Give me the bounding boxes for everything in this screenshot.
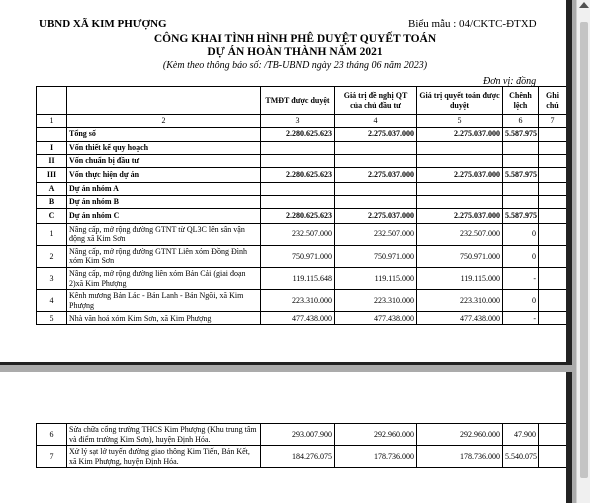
approved-investment-cell [261,154,335,167]
table-row [37,424,567,446]
approved-investment-cell: 293.007.900 [261,424,335,446]
note-cell [539,208,567,223]
proposed-settlement-cell: 223.310.000 [335,290,417,312]
project-name-cell: Dự án nhóm B [67,195,261,208]
table-row [37,446,567,468]
stt-cell: B [37,195,67,208]
note-cell [539,245,567,267]
project-name-cell: Vốn thiết kế quy hoạch [67,141,261,154]
note-cell [539,424,567,446]
proposed-settlement-cell: 119.115.000 [335,267,417,289]
proposed-settlement-cell: 2.275.037.000 [335,167,417,182]
note-cell [539,167,567,182]
project-name-cell: Kênh mương Bản Lác - Bản Lanh - Bản Ngõi, xã Kim Phượng [67,290,261,312]
approved-investment-cell [261,195,335,208]
approved-settlement-cell [417,182,503,195]
stt-cell: 5 [37,312,67,325]
table-row [37,141,567,154]
approved-settlement-cell [417,141,503,154]
header-cell: TMĐT được duyệt [261,87,335,115]
approved-investment-cell: 2.280.625.623 [261,208,335,223]
project-name-cell: Vốn thực hiện dự án [67,167,261,182]
table-row [37,127,567,141]
table-row [37,267,567,289]
index-cell: 1 [37,115,67,128]
proposed-settlement-cell: 477.438.000 [335,312,417,325]
currency-unit: Đơn vị: đồng [483,76,537,87]
document-title-line2: DỰ ÁN HOÀN THÀNH NĂM 2021 [207,46,383,58]
proposed-settlement-cell: 232.507.000 [335,223,417,245]
approved-settlement-cell [417,154,503,167]
table-row [37,208,567,223]
table-row [37,182,567,195]
note-cell [539,154,567,167]
index-cell: 6 [503,115,539,128]
project-name-cell: Nâng cấp, mở rộng đường GTNT Liên xóm Đồng Đình xóm Kim Sơn [67,245,261,267]
difference-cell: 0 [503,290,539,312]
approved-investment-cell [261,182,335,195]
approved-investment-cell: 750.971.000 [261,245,335,267]
page-shadow [566,0,572,362]
difference-cell [503,182,539,195]
approved-settlement-cell: 477.438.000 [417,312,503,325]
difference-cell: 47.900 [503,424,539,446]
difference-cell: 0 [503,223,539,245]
header-cell: Ghi chú [539,87,567,115]
stt-cell [37,127,67,141]
approved-settlement-cell: 119.115.000 [417,267,503,289]
note-cell [539,312,567,325]
project-name-cell: Tổng số [67,127,261,141]
project-name-cell: Nâng cấp, mở rộng đường GTNT từ QL3C lên sân vận động xã Kim Sơn [67,223,261,245]
table-row [37,154,567,167]
approved-settlement-cell: 2.275.037.000 [417,167,503,182]
stt-cell: 4 [37,290,67,312]
stt-cell: I [37,141,67,154]
difference-cell [503,195,539,208]
table-row [37,312,567,325]
difference-cell: 5.540.075 [503,446,539,468]
vertical-scrollbar[interactable] [576,0,590,503]
proposed-settlement-cell: 292.960.000 [335,424,417,446]
approved-settlement-cell: 2.275.037.000 [417,208,503,223]
document-subtitle: (Kèm theo thông báo số: /TB-UBND ngày 23 tháng 06 năm 2023) [162,60,428,71]
project-name-cell: Dự án nhóm C [67,208,261,223]
scroll-up-arrow-icon[interactable] [579,2,589,8]
note-cell [539,127,567,141]
approved-investment-cell [261,141,335,154]
approved-investment-cell: 2.280.625.623 [261,167,335,182]
difference-cell: 5.587.975 [503,127,539,141]
stt-cell: 3 [37,267,67,289]
proposed-settlement-cell [335,141,417,154]
approved-settlement-cell: 2.275.037.000 [417,127,503,141]
note-cell [539,141,567,154]
proposed-settlement-cell [335,154,417,167]
approved-investment-cell: 223.310.000 [261,290,335,312]
header-cell [37,87,67,115]
approved-investment-cell: 2.280.625.623 [261,127,335,141]
header-cell [67,87,261,115]
document-title: CÔNG KHAI TÌNH HÌNH PHÊ DUYỆT QUYẾT TOÁN [153,33,437,45]
proposed-settlement-cell: 178.736.000 [335,446,417,468]
table-row [37,245,567,267]
difference-cell: - [503,312,539,325]
header-cell: Chênh lệch [503,87,539,115]
note-cell [539,446,567,468]
stt-cell: 7 [37,446,67,468]
proposed-settlement-cell [335,182,417,195]
index-cell: 3 [261,115,335,128]
settlement-table [36,86,567,325]
difference-cell: 5.587.975 [503,208,539,223]
index-cell: 4 [335,115,417,128]
header-cell: Giá trị đề nghị QT của chủ đầu tư [335,87,417,115]
stt-cell: II [37,154,67,167]
note-cell [539,195,567,208]
proposed-settlement-cell: 2.275.037.000 [335,127,417,141]
index-cell: 7 [539,115,567,128]
approved-settlement-cell: 750.971.000 [417,245,503,267]
approved-investment-cell: 477.438.000 [261,312,335,325]
column-index-row [37,115,567,128]
table-body [37,424,567,468]
proposed-settlement-cell [335,195,417,208]
stt-cell: 1 [37,223,67,245]
form-code: Biểu mẫu : 04/CKTC-ĐTXD [408,18,537,30]
approved-settlement-cell [417,195,503,208]
table-body [37,127,567,325]
project-name-cell: Sửa chữa cổng trường THCS Kim Phượng (Khu trung tâm và điểm trường Kim Sơn), huyện Định Hóa. [67,424,261,446]
stt-cell: A [37,182,67,195]
difference-cell: 5.587.975 [503,167,539,182]
approved-settlement-cell: 232.507.000 [417,223,503,245]
note-cell [539,290,567,312]
header-row [37,87,567,115]
header-cell: Giá trị quyết toán được duyệt [417,87,503,115]
approved-settlement-cell: 178.736.000 [417,446,503,468]
note-cell [539,182,567,195]
stt-cell: 6 [37,424,67,446]
organization-name: UBND XÃ KIM PHƯỢNG [39,18,167,30]
project-name-cell: Nhà văn hoá xóm Kim Sơn, xã Kim Phượng [67,312,261,325]
difference-cell [503,141,539,154]
proposed-settlement-cell: 750.971.000 [335,245,417,267]
project-name-cell: Nâng cấp, mở rộng đường liên xóm Bản Cải (giai đoạn 2)xã Kim Phượng [67,267,261,289]
index-cell: 5 [417,115,503,128]
table-row [37,223,567,245]
stt-cell: C [37,208,67,223]
scroll-thumb[interactable] [580,22,588,478]
index-cell: 2 [67,115,261,128]
document-page-2 [0,372,571,503]
table-row [37,167,567,182]
page-shadow [0,362,572,365]
approved-settlement-cell: 223.310.000 [417,290,503,312]
approved-investment-cell: 184.276.075 [261,446,335,468]
settlement-table-continued [36,423,567,468]
note-cell [539,267,567,289]
difference-cell: 0 [503,245,539,267]
project-name-cell: Vốn chuẩn bị đầu tư [67,154,261,167]
difference-cell [503,154,539,167]
project-name-cell: Xử lý sạt lở tuyến đường giao thông Kim Tiến, Bản Kết, xã Kim Phượng, huyện Định Hóa. [67,446,261,468]
proposed-settlement-cell: 2.275.037.000 [335,208,417,223]
project-name-cell: Dự án nhóm A [67,182,261,195]
stt-cell: 2 [37,245,67,267]
approved-settlement-cell: 292.960.000 [417,424,503,446]
approved-investment-cell: 232.507.000 [261,223,335,245]
note-cell [539,223,567,245]
page-shadow [566,372,572,503]
table-row [37,290,567,312]
approved-investment-cell: 119.115.648 [261,267,335,289]
table-row [37,195,567,208]
stt-cell: III [37,167,67,182]
difference-cell: - [503,267,539,289]
